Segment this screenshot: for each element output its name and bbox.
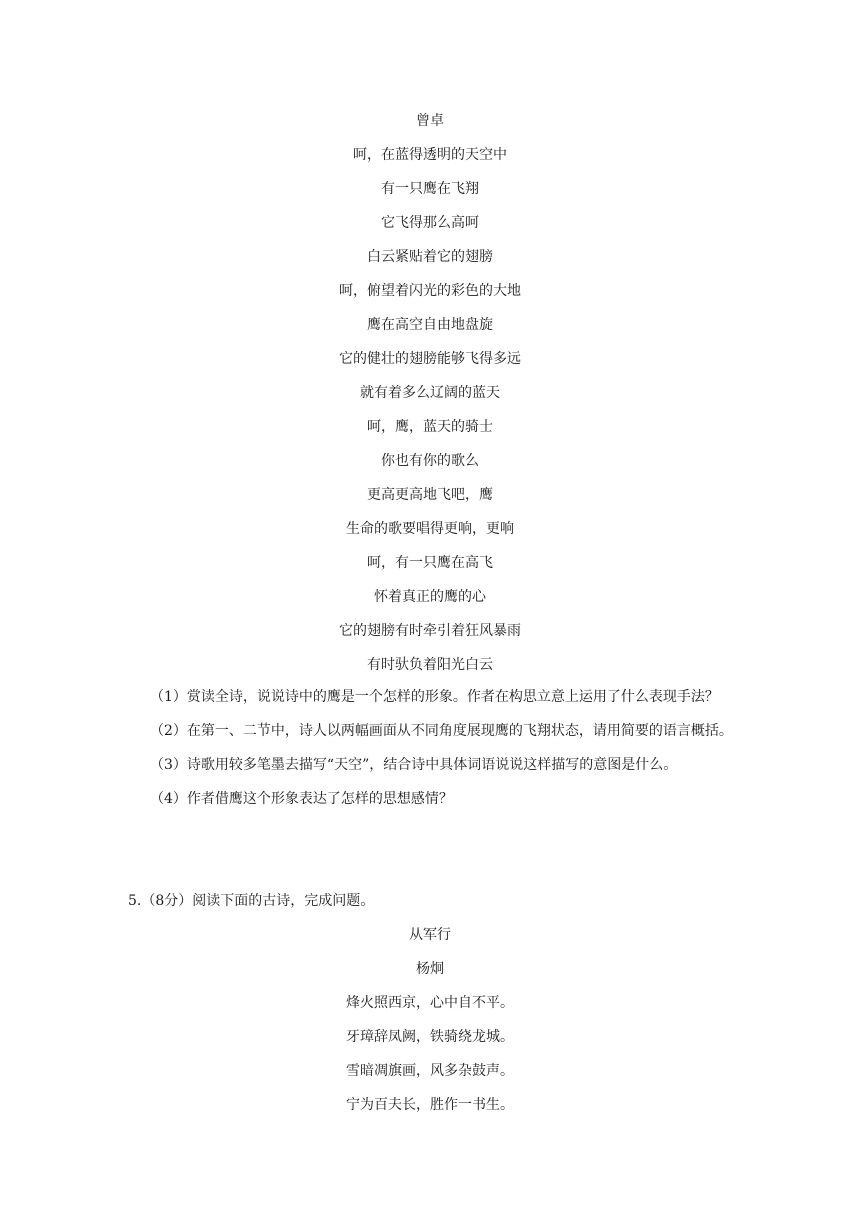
poem-line: 烽火照西京，心中自不平。 <box>346 995 514 1011</box>
question-item: （2）在第一、二节中，诗人以两幅画面从不同角度展现鹰的飞翔状态，请用简要的语言概括。 <box>150 723 733 739</box>
poem-2-title: 从军行 <box>409 927 451 943</box>
poem-line: 有时驮负着阳光白云 <box>367 657 493 673</box>
poem-line: 你也有你的歌么 <box>381 453 479 469</box>
poem-2-author: 杨炯 <box>416 961 444 977</box>
poem-line: 怀着真正的鹰的心 <box>374 589 486 605</box>
poem-line: 呵，有一只鹰在高飞 <box>367 555 493 571</box>
question-list <box>150 680 740 816</box>
poem-line: 就有着多么辽阔的蓝天 <box>360 385 500 401</box>
poem-line: 白云紧贴着它的翅膀 <box>367 249 493 265</box>
poem-1-author: 曾卓 <box>416 113 444 129</box>
poem-1 <box>0 104 860 682</box>
poem-line: 呵，鹰，蓝天的骑士 <box>367 419 493 435</box>
poem-line: 牙璋辞凤阙，铁骑绕龙城。 <box>346 1029 514 1045</box>
poem-line: 它的翅膀有时牵引着狂风暴雨 <box>339 623 521 639</box>
poem-2 <box>0 918 860 1122</box>
poem-line: 宁为百夫长，胜作一书生。 <box>346 1097 514 1113</box>
question-item: （4）作者借鹰这个形象表达了怎样的思想感情？ <box>150 791 453 807</box>
poem-line: 更高更高地飞吧，鹰 <box>367 487 493 503</box>
poem-line: 它飞得那么高呵 <box>381 215 479 231</box>
poem-line: 呵，俯望着闪光的彩色的大地 <box>339 283 521 299</box>
poem-line: 雪暗凋旗画，风多杂鼓声。 <box>346 1063 514 1079</box>
poem-line: 有一只鹰在飞翔 <box>381 181 479 197</box>
poem-line: 鹰在高空自由地盘旋 <box>367 317 493 333</box>
poem-line: 呵，在蓝得透明的天空中 <box>353 147 507 163</box>
question-item: （1）赏读全诗，说说诗中的鹰是一个怎样的形象。作者在构思立意上运用了什么表现手法？ <box>150 689 719 705</box>
poem-line: 它的健壮的翅膀能够飞得多远 <box>339 351 521 367</box>
question-item: （3）诗歌用较多笔墨去描写“天空”，结合诗中具体词语说说这样描写的意图是什么。 <box>150 757 678 773</box>
section-5-heading: 5.（8分）阅读下面的古诗，完成问题。 <box>128 893 375 909</box>
poem-line: 生命的歌要唱得更响，更响 <box>346 521 514 537</box>
